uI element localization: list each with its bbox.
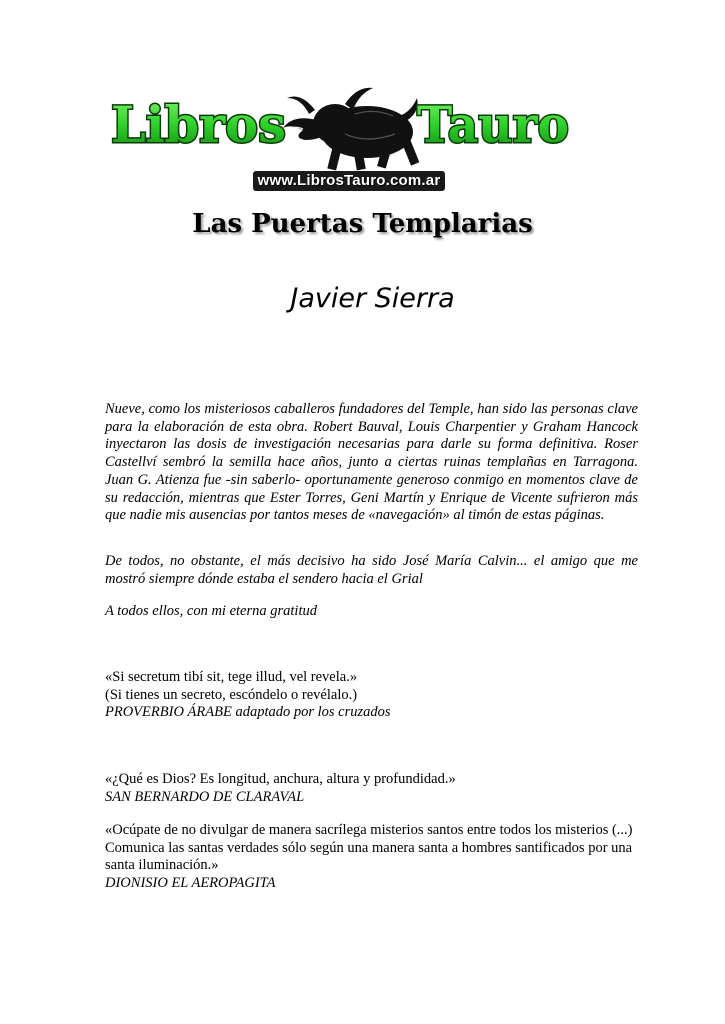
epigraph-2-text: «¿Qué es Dios? Es longitud, anchura, altura y profundidad.» — [105, 771, 456, 787]
epigraph-2 — [105, 771, 638, 806]
libros-tauro-logo — [105, 84, 575, 194]
logo-graphic — [105, 84, 575, 174]
logo-word-right: Tauro — [417, 95, 569, 154]
epigraph-1 — [105, 669, 638, 722]
epigraph-3-source: DIONISIO EL AEROPAGITA — [105, 875, 276, 892]
acknowledgment-paragraph-2: De todos, no obstante, el más decisivo ha sido José María Calvin... el amigo que me mostró siempre dónde estaba el sendero hacia el Grial — [105, 553, 638, 587]
epigraph-3 — [105, 822, 638, 893]
acknowledgment-paragraph-1: Nueve, como los misteriosos caballeros fundadores del Temple, han sido las personas clave para la elaboración de esta obra. Robert Bauval, Louis Charpentier y Graham Hancock inyectaron las dosis de investigación necesarias para darle su forma definitiva. Roser Castellví sembró la semilla hace años, junto a ciertas ruinas templañas en Tarragona. Juan G. Atienza fue -sin saberlo- oportunamente generoso conmigo en momentos clave de su redacción, mientras que Ester Torres, Geni Martín y Enrique de Vicente sufrieron más que nadie mis ausencias por tantos meses de «navegación» al timón de estas páginas. — [105, 401, 638, 524]
epigraph-2-source: SAN BERNARDO DE CLARAVAL — [105, 788, 305, 805]
bull-icon — [283, 88, 419, 171]
epigraph-1-latin: «Si secretum tibí sit, tege illud, vel revela.» — [105, 669, 358, 685]
book-author: Javier Sierra — [290, 283, 455, 314]
logo-word-left: Libros — [111, 95, 286, 154]
book-title: Las Puertas Templarias — [192, 209, 533, 239]
epigraph-1-translation: (Si tienes un secreto, escóndelo o revélalo.) — [105, 686, 358, 703]
logo-url: www.LibrosTauro.com.ar — [253, 171, 445, 191]
epigraph-3-text: «Ocúpate de no divulgar de manera sacrílega misterios santos entre todos los misterios (...) Comunica las santas verdades sólo según una manera santa a hombres santificados por una santa iluminación.» — [105, 822, 633, 874]
epigraph-1-source: PROVERBIO ÁRABE adaptado por los cruzados — [105, 704, 391, 721]
acknowledgment-paragraph-3: A todos ellos, con mi eterna gratitud — [105, 603, 317, 619]
